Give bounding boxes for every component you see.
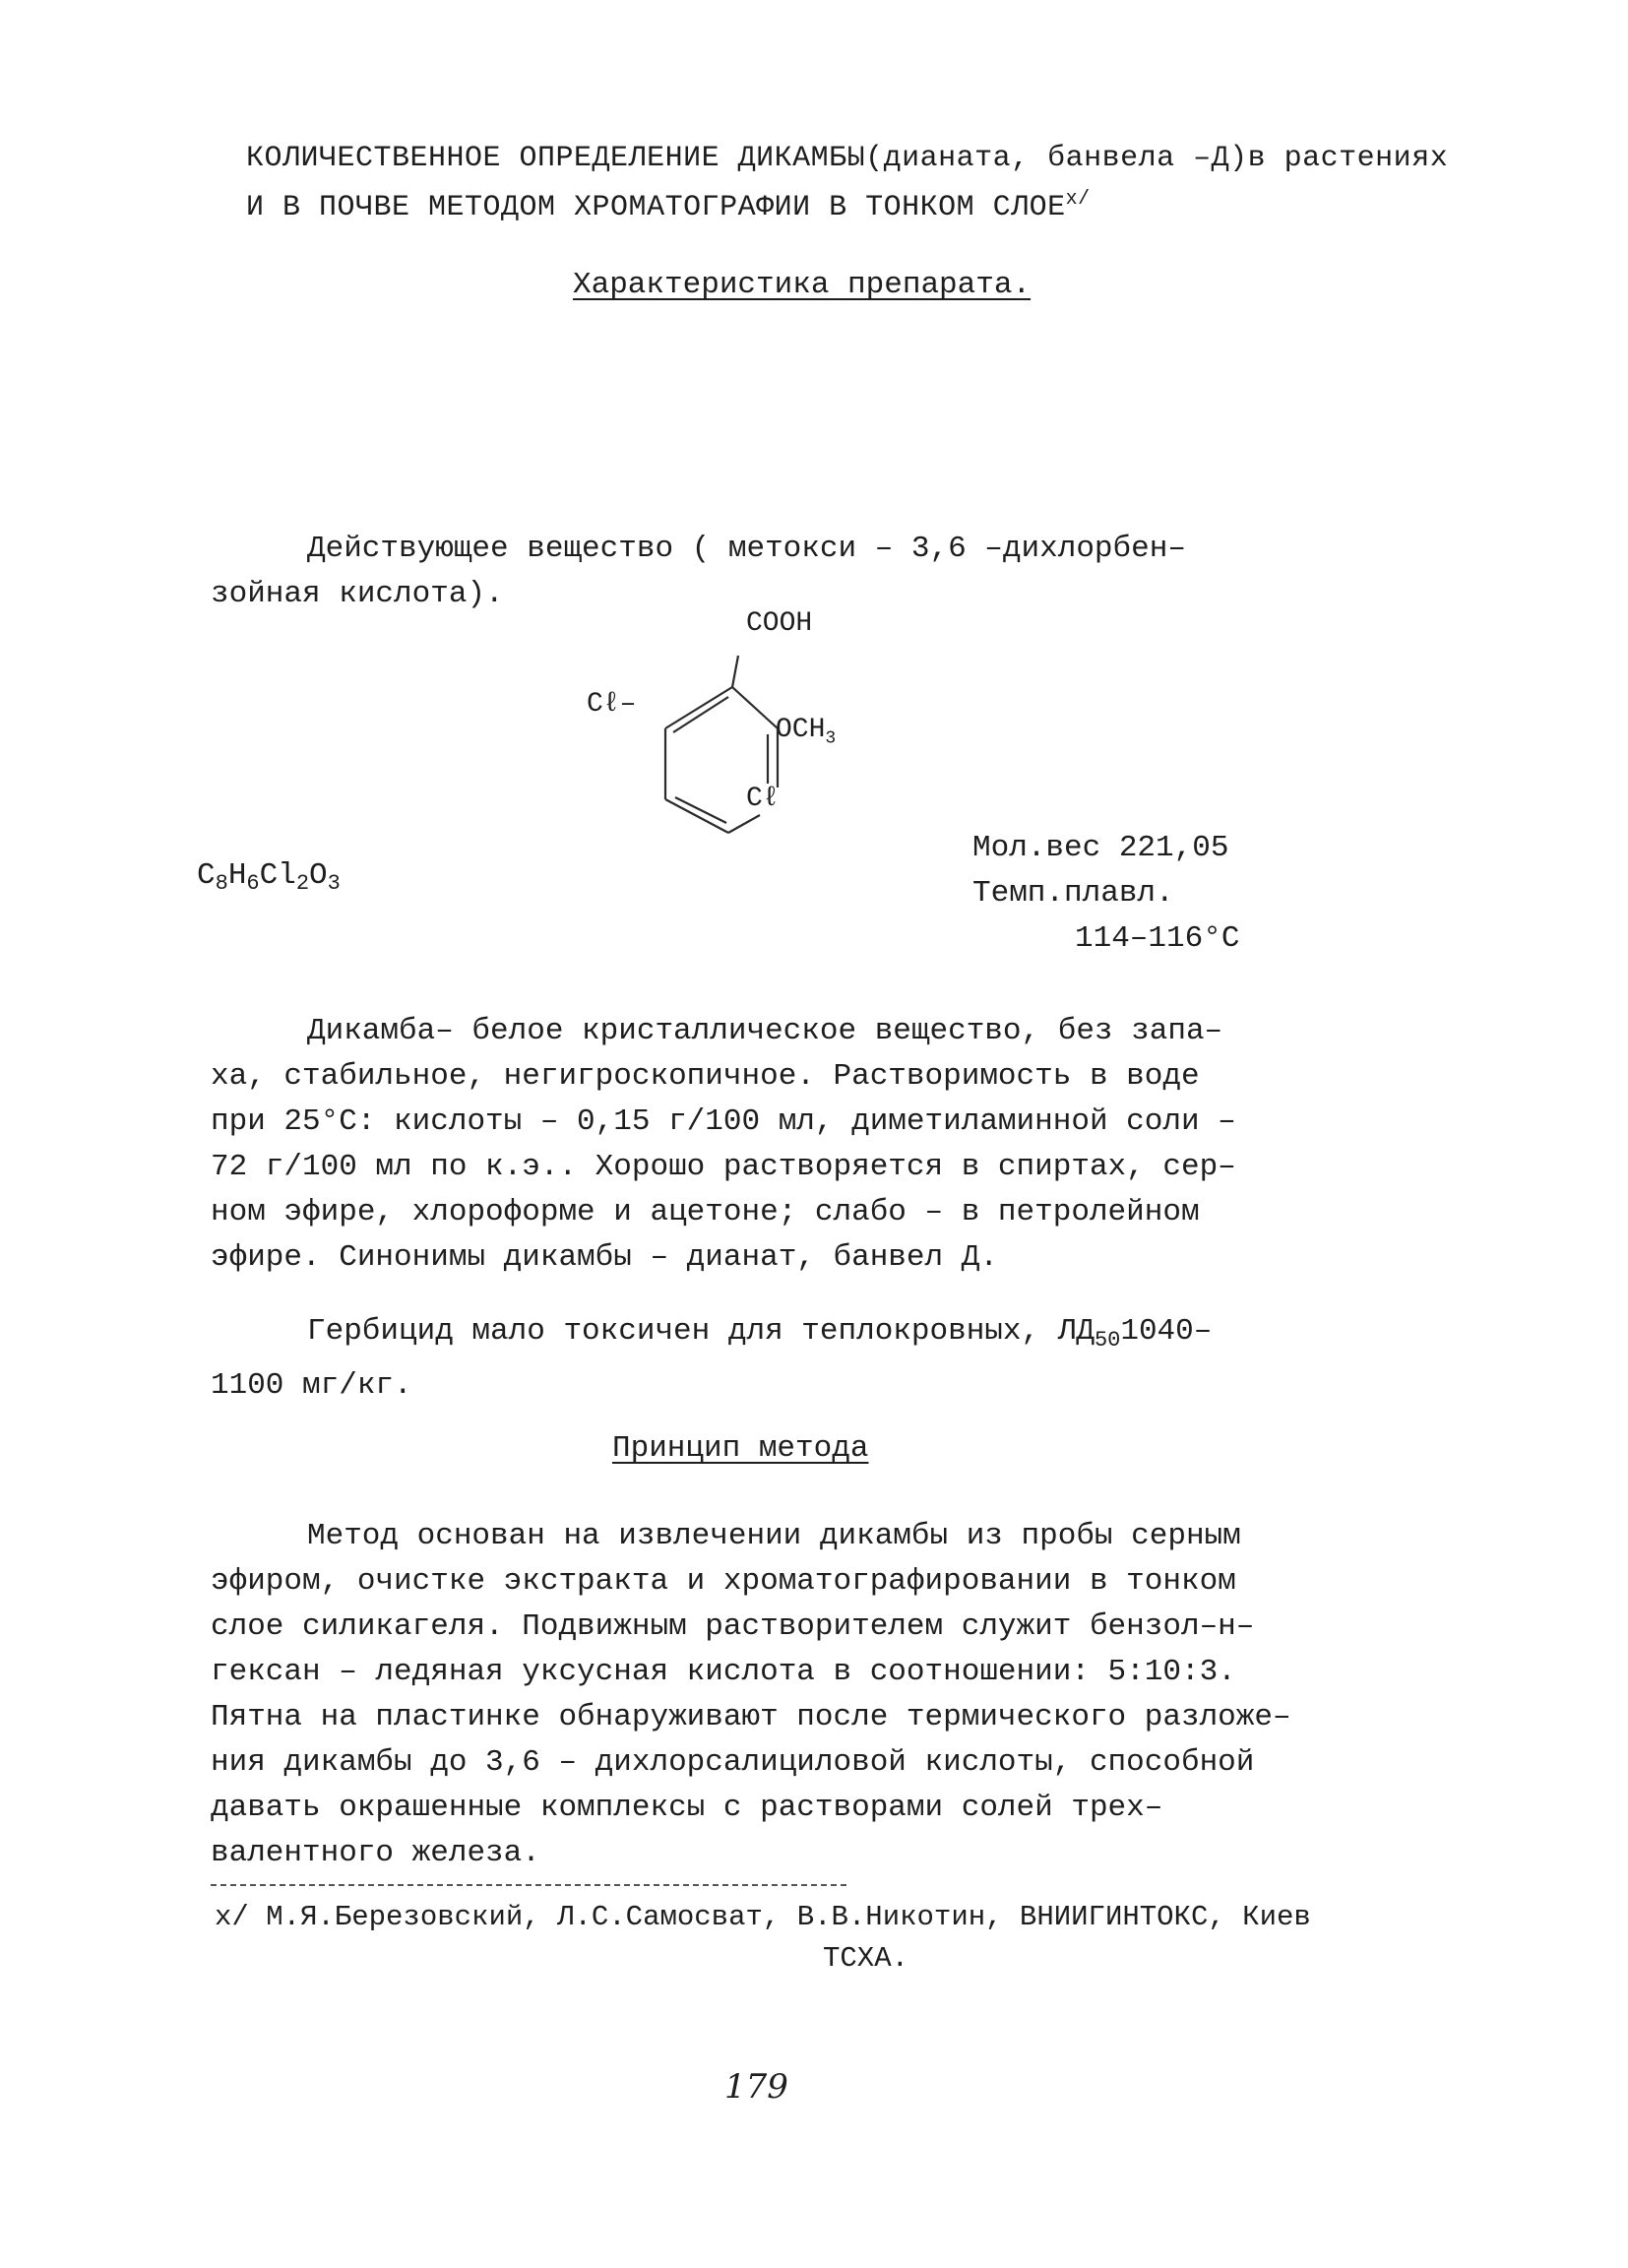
description-paragraph [211,1009,1236,1281]
footnote-institution: ТСХА. [823,1942,909,1975]
formula-cl-count: 2 [295,871,310,896]
formula-c-count: 8 [215,871,228,896]
melting-point-value: 114–116°C [1075,921,1240,956]
description-line: при 25°C: кислоты – 0,15 г/100 мл, диметиламинной соли – [211,1104,1236,1139]
intro-line: Действующее вещество ( метокси – 3,6 –дихлорбен– [307,532,1186,566]
melting-point-label: Темп.плавл. [972,876,1174,911]
intro-line: зойная кислота). [211,577,504,611]
footnote-authors: х/ М.Я.Березовский, Л.С.Самосват, В.В.Никотин, ВНИИГИНТОКС, Киев [215,1901,1311,1933]
section-heading-characteristics: Характеристика препарата. [573,268,1032,302]
active-substance-paragraph [211,527,1186,617]
toxicity-text: Гербицид мало токсичен для теплокровных, ЛД [307,1314,1095,1349]
method-line: валентного железа. [211,1836,540,1870]
document-title [246,138,1614,228]
toxicity-paragraph [211,1309,1212,1409]
title-footnote-mark: х/ [1065,188,1091,211]
description-line: 72 г/100 мл по к.э.. Хорошо растворяется в спиртах, сер– [211,1150,1236,1184]
bond-bottom-right [728,815,760,833]
ld50-subscript: 50 [1094,1328,1121,1354]
title-line-1: КОЛИЧЕСТВЕННОЕ ОПРЕДЕЛЕНИЕ ДИКАМБЫ(дианата, банвела –Д)в растениях [246,142,1449,175]
formula-h: H [227,858,247,893]
bond-top-left [665,687,732,728]
method-paragraph [211,1514,1291,1876]
benzene-ring-drawing [630,640,807,856]
method-line: Пятна на пластинке обнаруживают после термического разложе– [211,1700,1291,1734]
method-line: эфиром, очистке экстракта и хроматографировании в тонком [211,1564,1236,1599]
section-heading-method-principle: Принцип метода [612,1431,869,1466]
structure-cl-left-label: Cℓ– [587,689,637,720]
bond-bottom-left [665,799,728,833]
toxicity-value: 1040– [1120,1314,1213,1349]
structure-cooh-label: COOH [746,608,813,639]
page-number: 179 [724,2067,788,2107]
method-line: гексан – ледяная уксусная кислота в соотношении: 5:10:3. [211,1655,1236,1689]
molecular-weight: Мол.вес 221,05 [972,831,1229,865]
description-line: Дикамба– белое кристаллическое вещество, без запа– [307,1014,1223,1048]
footnote-divider [211,1884,846,1886]
formula-c: C [197,858,216,893]
method-line: ния дикамбы до 3,6 – дихлорсалициловой кислоты, способной [211,1745,1255,1780]
bond-cooh [732,656,738,687]
toxicity-line-1 [211,1309,1212,1363]
formula-o: O [309,858,328,893]
formula-o-count: 3 [327,871,341,896]
title-line-2-text: И В ПОЧВЕ МЕТОДОМ ХРОМАТОГРАФИИ В ТОНКОМ СЛОЕ [246,191,1066,224]
formula-cl: Cl [259,858,296,893]
bond-top-left-inner [673,697,728,732]
och3-subscript: 3 [825,728,837,749]
description-line: эфире. Синонимы дикамбы – дианат, банвел Д. [211,1240,998,1275]
formula-h-count: 6 [246,871,260,896]
description-line: ном эфире, хлороформе и ацетоне; слабо – в петролейном [211,1195,1200,1229]
method-line: давать окрашенные комплексы с растворами солей трех– [211,1791,1163,1825]
toxicity-line-2: 1100 мг/кг. [211,1368,412,1404]
och3-text: OCH [776,715,826,745]
molecular-formula [197,858,341,896]
method-line: слое силикагеля. Подвижным растворителем служит бензол–н– [211,1609,1255,1644]
bond-top-right [732,687,778,728]
method-line: Метод основан на извлечении дикамбы из пробы серным [307,1519,1241,1553]
description-line: ха, стабильное, негигроскопичное. Растворимость в воде [211,1059,1200,1094]
structure-cl-bottom-label: Cℓ [746,784,780,814]
title-line-2 [246,179,1614,228]
